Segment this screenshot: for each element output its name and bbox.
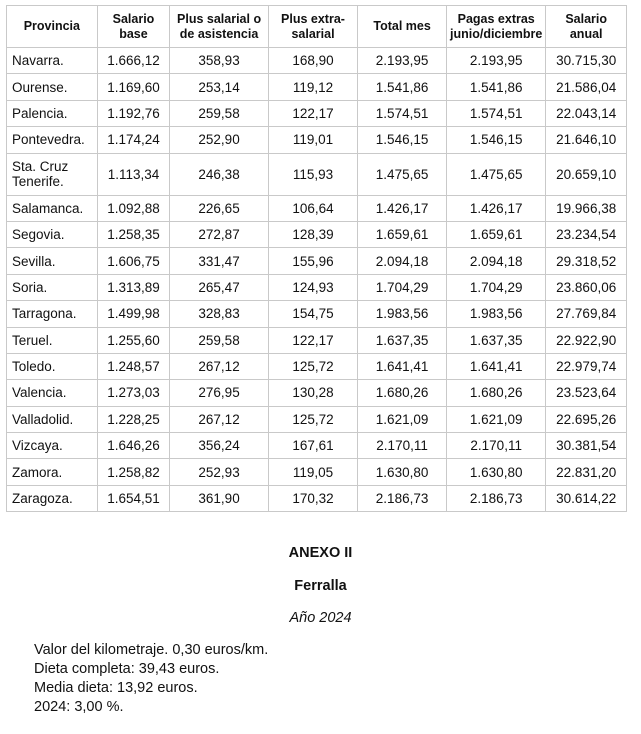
value-cell: 1.546,15 <box>358 127 447 153</box>
value-cell: 22.695,26 <box>546 406 627 432</box>
value-cell: 265,47 <box>170 274 269 300</box>
province-cell: Salamanca. <box>7 195 98 221</box>
value-cell: 115,93 <box>268 153 357 195</box>
value-cell: 1.426,17 <box>447 195 546 221</box>
table-row <box>7 274 627 300</box>
value-cell: 267,12 <box>170 406 269 432</box>
value-cell: 1.621,09 <box>358 406 447 432</box>
value-cell: 21.586,04 <box>546 74 627 100</box>
value-cell: 1.174,24 <box>97 127 170 153</box>
value-cell: 252,90 <box>170 127 269 153</box>
value-cell: 2.094,18 <box>447 248 546 274</box>
province-cell: Tarragona. <box>7 301 98 327</box>
table-row <box>7 459 627 485</box>
value-cell: 2.186,73 <box>358 485 447 511</box>
annex-title: ANEXO II <box>288 545 353 561</box>
table-row <box>7 433 627 459</box>
column-header: Provincia <box>7 6 98 48</box>
table-row <box>7 127 627 153</box>
value-cell: 1.169,60 <box>97 74 170 100</box>
province-cell: Zamora. <box>7 459 98 485</box>
value-cell: 1.606,75 <box>97 248 170 274</box>
value-cell: 23.523,64 <box>546 380 627 406</box>
value-cell: 21.646,10 <box>546 127 627 153</box>
value-cell: 253,14 <box>170 74 269 100</box>
value-cell: 1.541,86 <box>447 74 546 100</box>
value-cell: 23.860,06 <box>546 274 627 300</box>
table-row <box>7 221 627 247</box>
value-cell: 125,72 <box>268 353 357 379</box>
value-cell: 122,17 <box>268 327 357 353</box>
value-cell: 23.234,54 <box>546 221 627 247</box>
value-cell: 1.192,76 <box>97 100 170 126</box>
value-cell: 1.475,65 <box>447 153 546 195</box>
value-cell: 1.574,51 <box>358 100 447 126</box>
value-cell: 259,58 <box>170 327 269 353</box>
value-cell: 1.646,26 <box>97 433 170 459</box>
value-cell: 119,05 <box>268 459 357 485</box>
value-cell: 106,64 <box>268 195 357 221</box>
note-incremento: 2024: 3,00 %. <box>34 699 124 715</box>
table-row <box>7 100 627 126</box>
value-cell: 1.621,09 <box>447 406 546 432</box>
province-cell: Vizcaya. <box>7 433 98 459</box>
column-header: Plus salarial o de asistencia <box>170 6 269 48</box>
table-row <box>7 380 627 406</box>
value-cell: 2.170,11 <box>358 433 447 459</box>
value-cell: 1.654,51 <box>97 485 170 511</box>
value-cell: 1.228,25 <box>97 406 170 432</box>
province-cell: Pontevedra. <box>7 127 98 153</box>
value-cell: 30.381,54 <box>546 433 627 459</box>
value-cell: 155,96 <box>268 248 357 274</box>
value-cell: 267,12 <box>170 353 269 379</box>
province-cell: Sevilla. <box>7 248 98 274</box>
annex-year: Año 2024 <box>289 610 352 626</box>
value-cell: 1.704,29 <box>358 274 447 300</box>
province-cell: Toledo. <box>7 353 98 379</box>
value-cell: 328,83 <box>170 301 269 327</box>
value-cell: 170,32 <box>268 485 357 511</box>
province-cell: Zaragoza. <box>7 485 98 511</box>
value-cell: 226,65 <box>170 195 269 221</box>
value-cell: 130,28 <box>268 380 357 406</box>
table-row <box>7 74 627 100</box>
value-cell: 1.659,61 <box>447 221 546 247</box>
value-cell: 1.258,82 <box>97 459 170 485</box>
value-cell: 246,38 <box>170 153 269 195</box>
province-cell: Palencia. <box>7 100 98 126</box>
column-header: Salario base <box>97 6 170 48</box>
value-cell: 22.043,14 <box>546 100 627 126</box>
annex-subtitle: Ferralla <box>294 578 347 594</box>
value-cell: 1.574,51 <box>447 100 546 126</box>
value-cell: 119,12 <box>268 74 357 100</box>
value-cell: 22.922,90 <box>546 327 627 353</box>
table-row <box>7 327 627 353</box>
value-cell: 22.831,20 <box>546 459 627 485</box>
province-cell: Navarra. <box>7 48 98 74</box>
value-cell: 125,72 <box>268 406 357 432</box>
value-cell: 358,93 <box>170 48 269 74</box>
table-row <box>7 248 627 274</box>
value-cell: 27.769,84 <box>546 301 627 327</box>
column-header: Plus extra-salarial <box>268 6 357 48</box>
value-cell: 1.313,89 <box>97 274 170 300</box>
value-cell: 128,39 <box>268 221 357 247</box>
value-cell: 1.475,65 <box>358 153 447 195</box>
value-cell: 1.659,61 <box>358 221 447 247</box>
province-cell: Teruel. <box>7 327 98 353</box>
value-cell: 122,17 <box>268 100 357 126</box>
value-cell: 2.186,73 <box>447 485 546 511</box>
table-header-row <box>7 6 627 48</box>
table-row <box>7 301 627 327</box>
value-cell: 1.630,80 <box>447 459 546 485</box>
province-cell: Valencia. <box>7 380 98 406</box>
column-header: Pagas extras junio/diciembre <box>447 6 546 48</box>
value-cell: 119,01 <box>268 127 357 153</box>
table-row <box>7 353 627 379</box>
value-cell: 361,90 <box>170 485 269 511</box>
province-cell: Valladolid. <box>7 406 98 432</box>
note-media-dieta: Media dieta: 13,92 euros. <box>34 680 198 696</box>
province-cell: Ourense. <box>7 74 98 100</box>
value-cell: 168,90 <box>268 48 357 74</box>
note-dieta-completa: Dieta completa: 39,43 euros. <box>34 661 220 677</box>
table-row <box>7 153 627 195</box>
value-cell: 20.659,10 <box>546 153 627 195</box>
value-cell: 22.979,74 <box>546 353 627 379</box>
value-cell: 167,61 <box>268 433 357 459</box>
value-cell: 1.666,12 <box>97 48 170 74</box>
salary-table <box>6 5 627 512</box>
value-cell: 30.715,30 <box>546 48 627 74</box>
value-cell: 2.170,11 <box>447 433 546 459</box>
value-cell: 1.248,57 <box>97 353 170 379</box>
value-cell: 2.193,95 <box>358 48 447 74</box>
value-cell: 1.637,35 <box>358 327 447 353</box>
value-cell: 1.273,03 <box>97 380 170 406</box>
value-cell: 252,93 <box>170 459 269 485</box>
province-cell: Segovia. <box>7 221 98 247</box>
value-cell: 331,47 <box>170 248 269 274</box>
value-cell: 2.193,95 <box>447 48 546 74</box>
value-cell: 19.966,38 <box>546 195 627 221</box>
province-cell: Sta. Cruz Tenerife. <box>7 153 98 195</box>
annex-notes <box>34 641 268 717</box>
value-cell: 30.614,22 <box>546 485 627 511</box>
value-cell: 1.983,56 <box>358 301 447 327</box>
value-cell: 154,75 <box>268 301 357 327</box>
value-cell: 1.680,26 <box>447 380 546 406</box>
value-cell: 1.637,35 <box>447 327 546 353</box>
value-cell: 259,58 <box>170 100 269 126</box>
value-cell: 1.641,41 <box>447 353 546 379</box>
value-cell: 1.704,29 <box>447 274 546 300</box>
column-header: Total mes <box>358 6 447 48</box>
value-cell: 2.094,18 <box>358 248 447 274</box>
value-cell: 272,87 <box>170 221 269 247</box>
value-cell: 1.630,80 <box>358 459 447 485</box>
note-kilometraje: Valor del kilometraje. 0,30 euros/km. <box>34 642 269 658</box>
value-cell: 1.258,35 <box>97 221 170 247</box>
value-cell: 356,24 <box>170 433 269 459</box>
value-cell: 1.546,15 <box>447 127 546 153</box>
province-cell: Soria. <box>7 274 98 300</box>
value-cell: 1.641,41 <box>358 353 447 379</box>
column-header: Salario anual <box>546 6 627 48</box>
value-cell: 276,95 <box>170 380 269 406</box>
value-cell: 1.255,60 <box>97 327 170 353</box>
table-row <box>7 406 627 432</box>
table-row <box>7 195 627 221</box>
value-cell: 124,93 <box>268 274 357 300</box>
value-cell: 1.113,34 <box>97 153 170 195</box>
value-cell: 1.983,56 <box>447 301 546 327</box>
value-cell: 1.426,17 <box>358 195 447 221</box>
value-cell: 1.680,26 <box>358 380 447 406</box>
value-cell: 1.541,86 <box>358 74 447 100</box>
table-body <box>7 48 627 512</box>
value-cell: 1.092,88 <box>97 195 170 221</box>
table-row <box>7 485 627 511</box>
table-row <box>7 48 627 74</box>
value-cell: 1.499,98 <box>97 301 170 327</box>
value-cell: 29.318,52 <box>546 248 627 274</box>
